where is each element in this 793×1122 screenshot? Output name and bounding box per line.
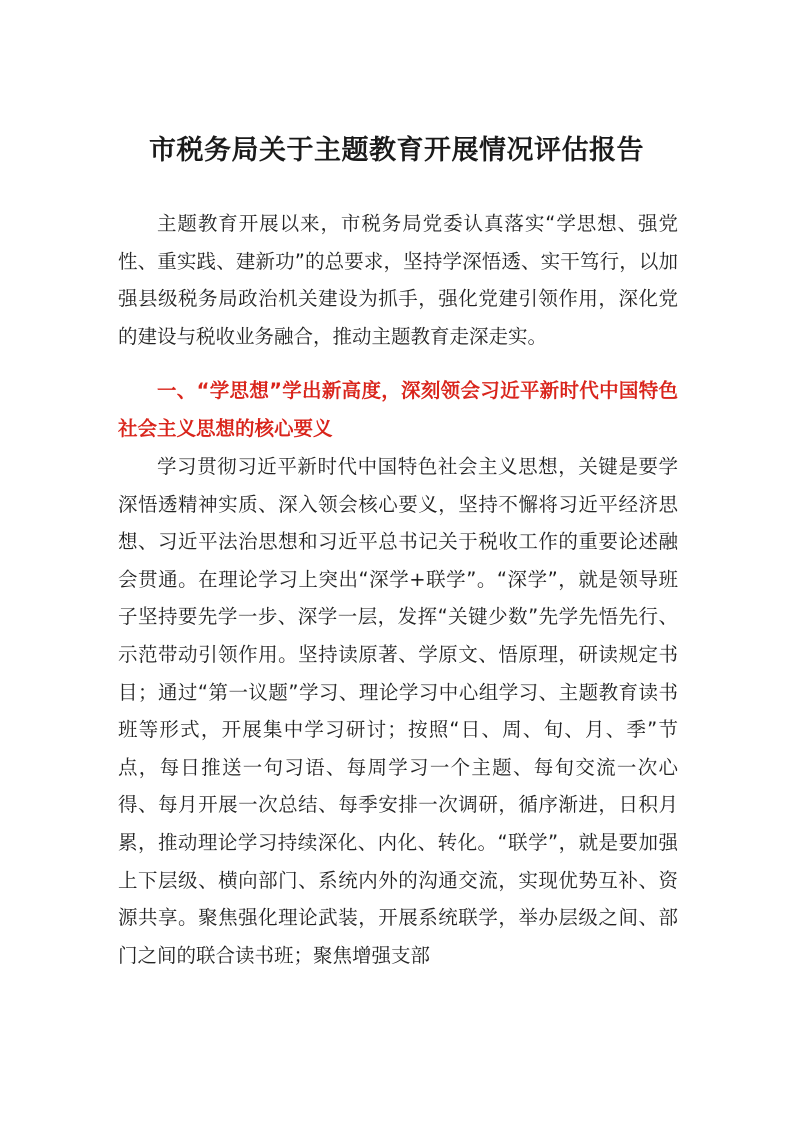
section-1-body: 学习贯彻习近平新时代中国特色社会主义思想，关键是要学深悟透精神实质、深入领会核心要义，坚持不懈将习近平经济思想、习近平法治思想和习近平总书记关于税收工作的重要论述融会贯通。在理论学习上突出“深学+联学”。“深学”，就是领导班子坚持要先学一步、深学一层，发挥“关键少数”先学先悟先行、示范带动引领作用。坚持读原著、学原文、悟原理，研读规定书目；通过“第一议题”学习、理论学习中心组学习、主题教育读书班等形式，开展集中学习研讨；按照“日、周、旬、月、季”节点，每日推送一句习语、每周学习一个主题、每旬交流一次心得、每月开展一次总结、每季安排一次调研，循序渐进，日积月累，推动理论学习持续深化、内化、转化。“联学”，就是要加强上下层级、横向部门、系统内外的沟通交流，实现优势互补、资源共享。聚焦强化理论武装，开展系统联学，举办层级之间、部门之间的联合读书班；聚焦增强支部 xyxy=(118,455,678,967)
document-title: 市税务局关于主题教育开展情况评估报告 xyxy=(149,135,644,166)
intro-paragraph: 主题教育开展以来，市税务局党委认真落实“学思想、强党性、重实践、建新功”的总要求，坚持学深悟透、实干笃行，以加强县级税务局政治机关建设为抓手，强化党建引领作用，深化党的建设与税收业务融合，推动主题教育走深走实。 xyxy=(118,212,678,348)
section-1-heading: 一、“学思想”学出新高度，深刻领会习近平新时代中国特色社会主义思想的核心要义 xyxy=(118,379,678,440)
